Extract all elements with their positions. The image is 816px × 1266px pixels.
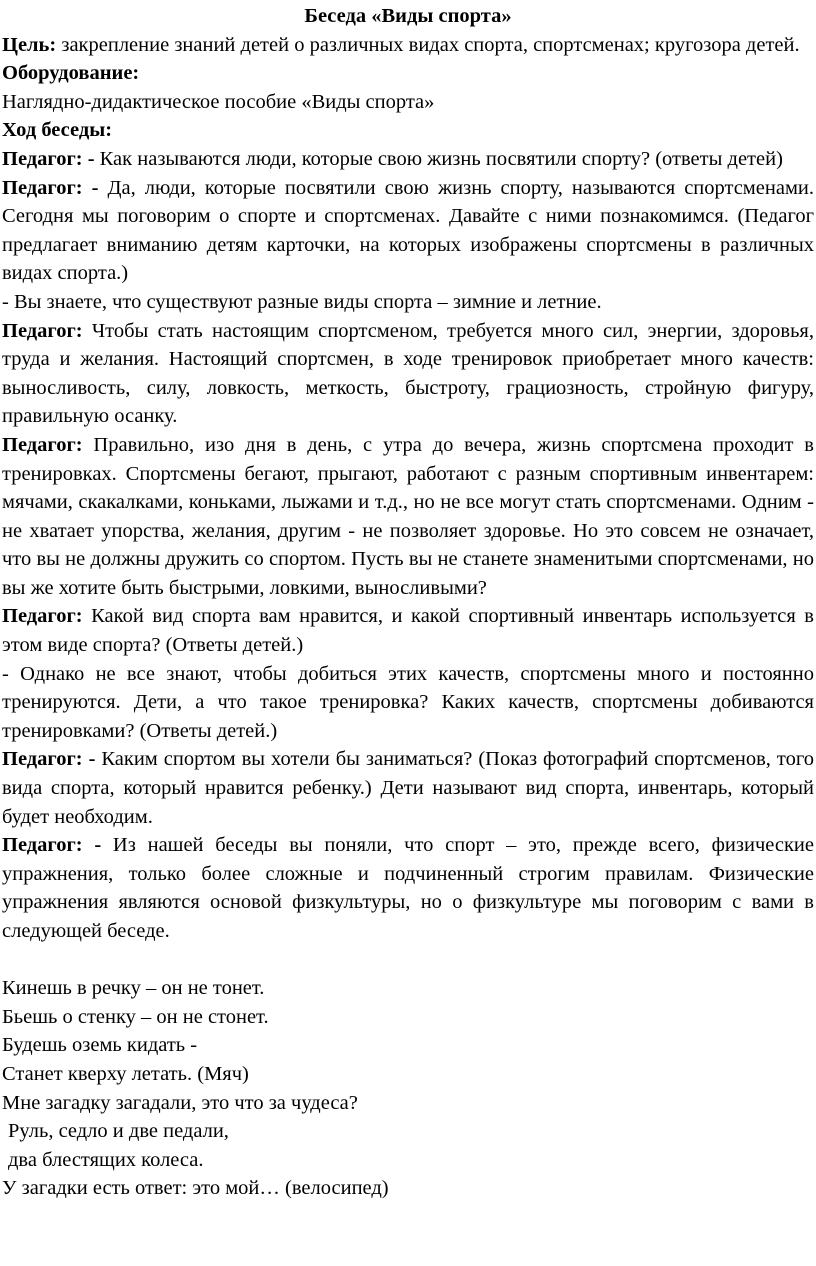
dialogue-paragraph xyxy=(2,317,814,431)
speaker-label: Педагог: xyxy=(2,433,83,456)
riddle-line: два блестящих колеса. xyxy=(8,1148,204,1171)
course-label: Ход беседы: xyxy=(2,119,113,142)
dialogue-text: Как называются люди, которые свою жизнь посвятили спорту? (ответы детей) xyxy=(94,147,783,170)
riddle-line: Бьешь о стенку – он не стонет. xyxy=(2,1005,269,1028)
dialogue-paragraph xyxy=(2,602,814,659)
dialogue-text: Да, люди, которые посвятили свою жизнь спорту, называются спортсменами. Сегодня мы поговорим о спорте и спортсменах. Давайте с ними познакомимся. (Педагог предлагает вниманию детям карточки, на которых изображены спортсмены в различных видах спорта.) xyxy=(2,176,815,285)
goal-label: Цель: xyxy=(2,33,57,56)
riddle-line: Руль, седло и две педали, xyxy=(8,1120,229,1143)
dialogue-paragraph xyxy=(2,745,814,831)
speaker-label: Педагог: - xyxy=(2,147,95,170)
equipment-text: Наглядно-дидактическое пособие «Виды спорта» xyxy=(2,90,435,113)
dialogue-text: - Однако не все знают, чтобы добиться этих качеств, спортсмены много и постоянно тренируются. Дети, а что такое тренировка? Каких качеств, спортсмены добиваются тренировками? (Ответы детей.) xyxy=(2,662,814,742)
speaker-label: Педагог: xyxy=(2,605,83,628)
blank-line xyxy=(2,946,814,975)
dialogue-paragraph xyxy=(2,174,814,288)
speaker-label: Педагог: - xyxy=(2,176,99,199)
dialogue-text: Правильно, изо дня в день, с утра до вечера, жизнь спортсмена проходит в тренировках. Спортсмены бегают, прыгают, работают с разным спортивным инвентарем: мячами, скакалками, коньками, лыжами и т.д., но не все могут стать спортсменами. Одним - не хватает упорства, желания, другим - не позволяет здоровье. Но это совсем не означает, что вы не должны дружить со спортом. Пусть вы не станете знаменитыми спортсменами, но вы же хотите быть быстрыми, ловкими, выносливыми? xyxy=(2,433,814,599)
riddle-line: Будешь оземь кидать - xyxy=(2,1034,198,1057)
dialogue-text: - Вы знаете, что существуют разные виды спорта – зимние и летние. xyxy=(2,290,602,313)
equipment-label: Оборудование: xyxy=(2,62,140,85)
goal-text: закрепление знаний детей о различных видах спорта, спортсменах; кругозора детей. xyxy=(56,33,800,56)
dialogue-paragraph xyxy=(2,660,814,746)
riddle-line: У загадки есть ответ: это мой… (велосипед) xyxy=(2,1177,389,1200)
riddle-line: Мне загадку загадали, это что за чудеса? xyxy=(2,1091,358,1114)
dialogue-text: Каким спортом вы хотели бы заниматься? (Показ фотографий спортсменов, того вида спорта, который нравится ребенку.) Дети называют вид спорта, инвентарь, который будет необходим. xyxy=(2,748,814,828)
dialogue-text: Из нашей беседы вы поняли, что спорт – это, прежде всего, физические упражнения, только более сложные и подчиненный строгим правилам. Физические упражнения являются основой физкультуры, но о физкультуре мы поговорим с вами в следующей беседе. xyxy=(2,834,814,942)
dialogue-paragraph xyxy=(2,431,814,603)
dialogue-paragraph xyxy=(2,831,814,945)
speaker-label: Педагог: - xyxy=(2,748,96,771)
speaker-label: Педагог: xyxy=(2,319,83,342)
dialogue-paragraph xyxy=(2,288,814,317)
speaker-label: Педагог: - xyxy=(2,834,102,857)
document-title: Беседа «Виды спорта» xyxy=(304,5,512,27)
dialogue-paragraph xyxy=(2,145,814,174)
riddle-line: Кинешь в речку – он не тонет. xyxy=(2,977,265,1000)
dialogue-text: Какой вид спорта вам нравится, и какой спортивный инвентарь используется в этом виде спорта? (Ответы детей.) xyxy=(2,605,814,657)
dialogue-text: Чтобы стать настоящим спортсменом, требуется много сил, энергии, здоровья, труда и желания. Настоящий спортсмен, в ходе тренировок приобретает много качеств: выносливость, силу, ловкость, меткость, быстроту, грациозность, стройную фигуру, правильную осанку. xyxy=(2,319,814,428)
goal-paragraph xyxy=(2,31,814,60)
riddle-line: Станет кверху летать. (Мяч) xyxy=(2,1062,249,1085)
